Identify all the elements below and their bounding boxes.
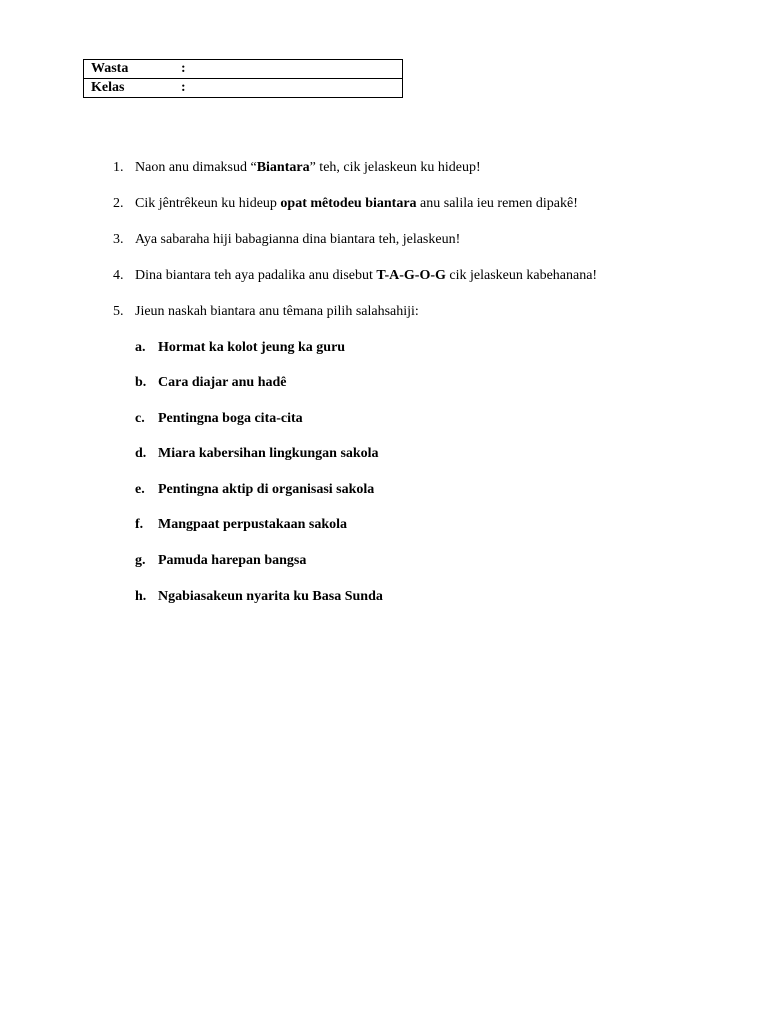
topic-letter: c.: [135, 411, 145, 426]
question-number: 5.: [113, 304, 124, 319]
topic-text: Ngabiasakeun nyarita ku Basa Sunda: [158, 589, 383, 604]
question-1: [113, 159, 481, 177]
question-3: [113, 231, 460, 249]
question-number: 4.: [113, 268, 124, 283]
question-5: [113, 303, 419, 321]
topic-letter: b.: [135, 375, 147, 390]
topic-item-d: [135, 445, 379, 463]
question-text: Naon anu dimaksud “: [135, 160, 257, 175]
topic-text: Cara diajar anu hadê: [158, 375, 287, 390]
identity-box: [83, 59, 403, 98]
topic-text: Pentingna boga cita-cita: [158, 411, 303, 426]
class-colon: :: [181, 80, 186, 95]
name-row: [84, 60, 402, 78]
question-keyword: T-A-G-O-G: [376, 268, 446, 283]
topic-item-c: [135, 410, 303, 428]
topic-letter: e.: [135, 482, 145, 497]
topic-text: Miara kabersihan lingkungan sakola: [158, 446, 379, 461]
question-text: ” teh, cik jelaskeun ku hideup!: [309, 160, 481, 175]
topic-letter: g.: [135, 553, 146, 568]
question-2: [113, 195, 578, 213]
question-number: 2.: [113, 196, 124, 211]
question-number: 1.: [113, 160, 124, 175]
topic-item-b: [135, 374, 286, 392]
topic-item-a: [135, 339, 345, 357]
topic-letter: a.: [135, 340, 146, 355]
topic-item-g: [135, 552, 306, 570]
question-text: Aya sabaraha hiji babagianna dina biantara teh, jelaskeun!: [135, 232, 461, 247]
topic-item-h: [135, 588, 383, 606]
name-colon: :: [181, 61, 186, 76]
question-4: [113, 267, 597, 285]
topic-text: Pentingna aktip di organisasi sakola: [158, 482, 375, 497]
topic-item-f: [135, 516, 347, 534]
question-text: Dina biantara teh aya padalika anu disebut: [135, 268, 377, 283]
topic-letter: h.: [135, 589, 147, 604]
class-row: [84, 78, 402, 97]
name-label: Wasta: [91, 61, 129, 76]
question-text: cik jelaskeun kabehanana!: [445, 268, 598, 283]
topic-item-e: [135, 481, 374, 499]
question-text: Cik jêntrêkeun ku hideup: [135, 196, 281, 211]
topic-letter: d.: [135, 446, 147, 461]
question-keyword: Biantara: [256, 160, 310, 175]
question-number: 3.: [113, 232, 124, 247]
topic-text: Mangpaat perpustakaan sakola: [158, 517, 348, 532]
class-label: Kelas: [91, 80, 125, 95]
question-text: Jieun naskah biantara anu têmana pilih salahsahiji:: [135, 304, 419, 319]
topic-text: Pamuda harepan bangsa: [158, 553, 307, 568]
topic-letter: f.: [135, 517, 144, 532]
topic-text: Hormat ka kolot jeung ka guru: [158, 340, 346, 355]
question-text: anu salila ieu remen dipakê!: [416, 196, 578, 211]
question-keyword: opat mêtodeu biantara: [280, 196, 417, 211]
